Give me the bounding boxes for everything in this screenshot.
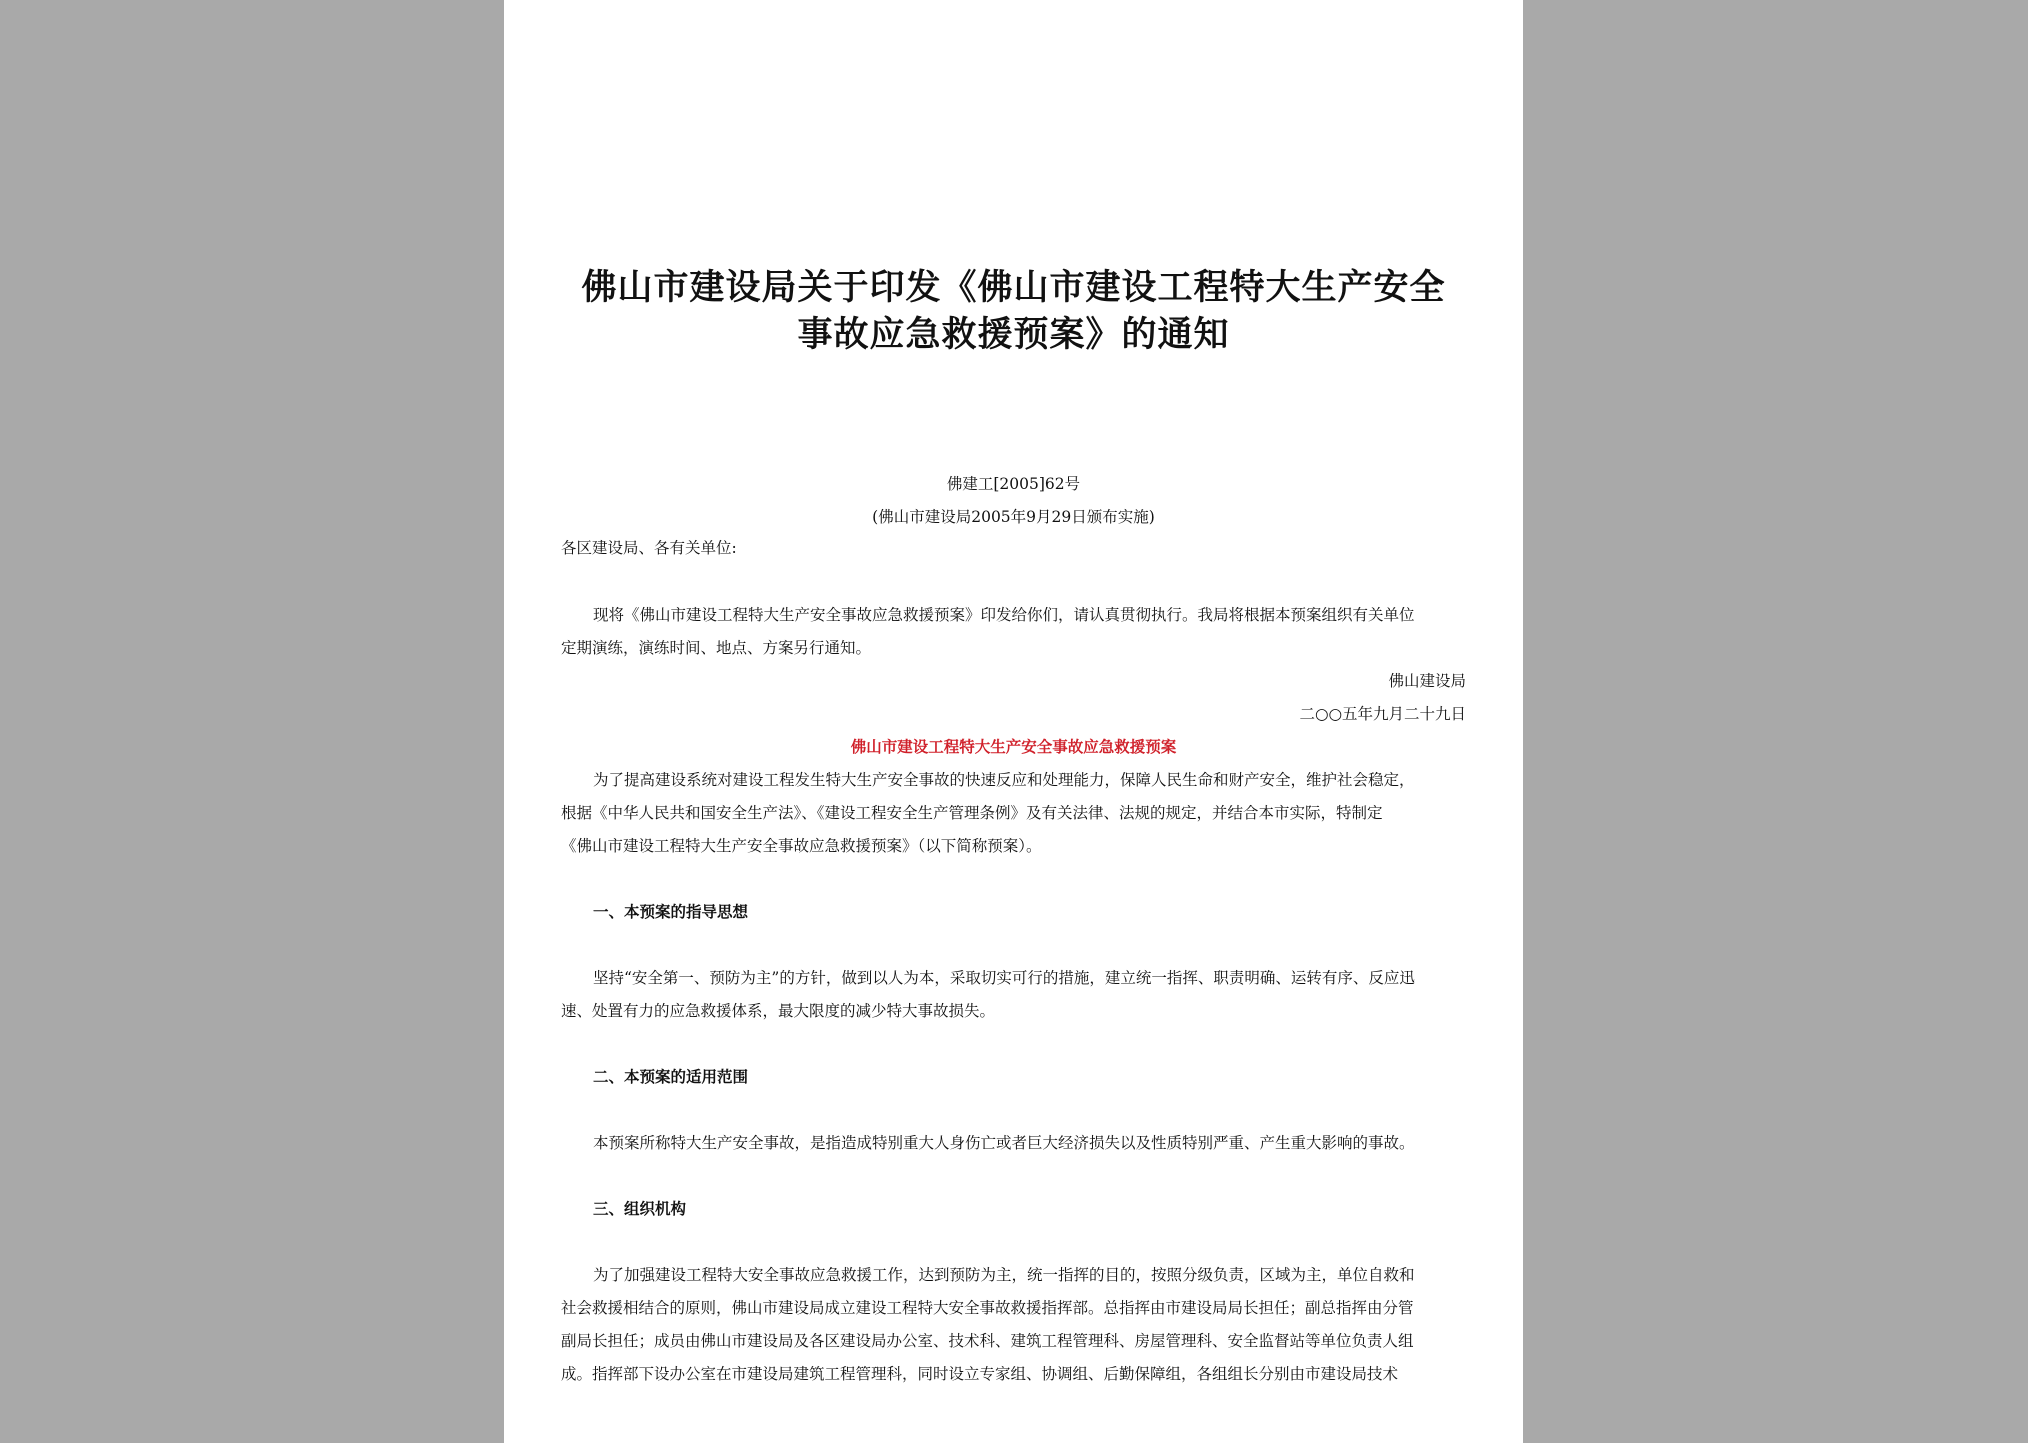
section-2-line-1: 本预案所称特大生产安全事故，是指造成特别重大人身伤亡或者巨大经济损失以及性质特别严重、产生重大影响的事故。 [593,1134,1415,1152]
section-3-line-4: 成。指挥部下设办公室在市建设局建筑工程管理科，同时设立专家组、协调组、后勤保障组，各组组长分别由市建设局技术 [561,1365,1399,1383]
title-line-1: 佛山市建设局关于印发《佛山市建设工程特大生产安全 [581,267,1446,308]
issue-note: (佛山市建设局2005年9月29日颁布实施) [872,508,1155,526]
plan-title: 佛山市建设工程特大生产安全事故应急救援预案 [850,737,1177,756]
title-line-2: 事故应急救援预案》的通知 [797,314,1230,355]
section-1-line-2: 速、处置有力的应急救援体系，最大限度的减少特大事故损失。 [561,1002,996,1020]
intro-line-2: 定期演练，演练时间、地点、方案另行通知。 [561,639,872,657]
section-1-line-1: 坚持“安全第一、预防为主”的方针，做到以人为本，采取切实可行的措施，建立统一指挥、职责明确、运转有序、反应迅 [593,969,1415,987]
section-3-heading: 三、组织机构 [593,1199,687,1218]
preamble-line-1: 为了提高建设系统对建设工程发生特大生产安全事故的快速反应和处理能力，保障人民生命和财产安全，维护社会稳定， [593,771,1415,789]
intro-line-1: 现将《佛山市建设工程特大生产安全事故应急救援预案》印发给你们，请认真贯彻执行。我局将根据本预案组织有关单位 [593,606,1415,624]
document-title [504,264,1523,358]
section-3-line-1: 为了加强建设工程特大安全事故应急救援工作，达到预防为主，统一指挥的目的，按照分级负责，区域为主，单位自救和 [593,1266,1415,1284]
signature: 佛山建设局 [1388,672,1466,690]
section-2-heading: 二、本预案的适用范围 [593,1067,749,1086]
section-3-line-2: 社会救援相结合的原则，佛山市建设局成立建设工程特大安全事故救援指挥部。总指挥由市建设局局长担任；副总指挥由分管 [561,1299,1414,1317]
preamble-line-3: 《佛山市建设工程特大生产安全事故应急救援预案》（以下简称预案）。 [561,837,1042,855]
document-number: 佛建工[2005]62号 [946,475,1081,493]
document-page [504,0,1523,1443]
preamble-line-2: 根据《中华人民共和国安全生产法》、《建设工程安全生产管理条例》及有关法律、法规的规定，并结合本市实际，特制定 [561,804,1383,822]
section-1-heading: 一、本预案的指导思想 [593,902,749,921]
salutation: 各区建设局、各有关单位: [561,539,737,557]
signature-date: 二○○五年九月二十九日 [1299,705,1466,723]
section-3-line-3: 副局长担任；成员由佛山市建设局及各区建设局办公室、技术科、建筑工程管理科、房屋管理科、安全监督站等单位负责人组 [561,1332,1414,1350]
